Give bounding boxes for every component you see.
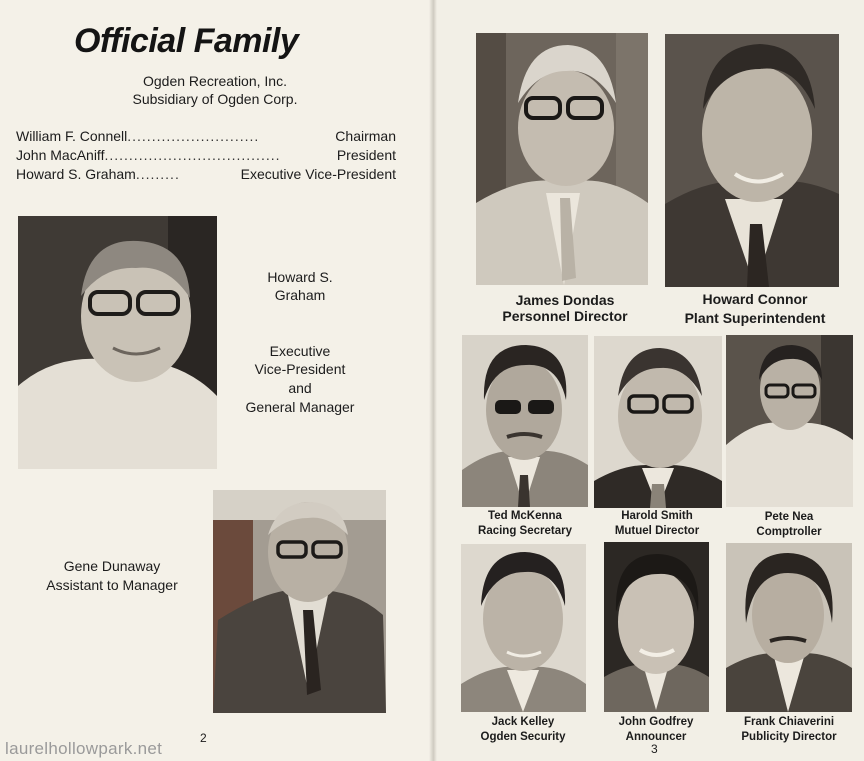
graham-name-line2: Graham [274, 287, 326, 303]
portrait-photo-icon [18, 216, 217, 469]
page-title: Official Family [74, 22, 299, 60]
leader-dots: ........................... [127, 128, 260, 144]
chiaverini-title: Publicity Director [741, 731, 837, 743]
chiaverini-photo [726, 543, 852, 712]
connor-photo [665, 34, 839, 287]
nea-title: Comptroller [756, 526, 822, 538]
godfrey-photo [604, 542, 709, 712]
portrait-photo-icon [461, 544, 586, 712]
mckenna-photo [462, 335, 588, 507]
graham-title-line2: Vice-President [254, 361, 346, 377]
company-subsidiary: Subsidiary of Ogden Corp. [132, 91, 298, 107]
leader-dots: .................................... [104, 147, 281, 163]
portrait-photo-icon [594, 336, 722, 508]
graham-title-line3: and [288, 380, 312, 396]
leader-dots: ......... [135, 166, 180, 182]
graham-title-line1: Executive [269, 343, 331, 359]
chiaverini-name: Frank Chiaverini [743, 716, 835, 728]
page-number-left: 2 [200, 731, 207, 745]
dondas-name: James Dondas [515, 292, 615, 308]
book-gutter [429, 0, 437, 761]
kelley-title: Ogden Security [480, 731, 566, 743]
officer-role: Chairman [335, 128, 396, 144]
portrait-photo-icon [726, 335, 853, 507]
smith-title: Mutuel Director [614, 525, 700, 537]
portrait-photo-icon [604, 542, 709, 712]
kelley-photo [461, 544, 586, 712]
dondas-title: Personnel Director [502, 308, 628, 324]
officer-row [16, 165, 396, 183]
kelley-name: Jack Kelley [491, 716, 555, 728]
portrait-photo-icon [665, 34, 839, 287]
graham-name-line1: Howard S. [267, 269, 333, 285]
site-watermark: laurelhollowpark.net [5, 739, 163, 758]
graham-title-line4: General Manager [245, 399, 355, 415]
page-number-right: 3 [651, 742, 658, 756]
dunaway-photo [213, 490, 386, 713]
officer-name: John MacAniff [16, 147, 105, 163]
godfrey-name: John Godfrey [618, 716, 694, 728]
nea-photo [726, 335, 853, 507]
officer-row [16, 127, 396, 145]
godfrey-title: Announcer [625, 731, 687, 743]
dondas-photo [476, 33, 648, 285]
portrait-photo-icon [213, 490, 386, 713]
mckenna-name: Ted McKenna [488, 510, 562, 522]
nea-name: Pete Nea [764, 511, 814, 523]
connor-title: Plant Superintendent [684, 310, 826, 326]
mckenna-title: Racing Secretary [478, 525, 572, 537]
officer-name: William F. Connell [16, 128, 128, 144]
smith-photo [594, 336, 722, 508]
officer-role: Executive Vice-President [240, 166, 396, 182]
officer-name: Howard S. Graham [16, 166, 136, 182]
portrait-photo-icon [476, 33, 648, 285]
graham-photo [18, 216, 217, 469]
officer-row [16, 146, 396, 164]
officer-role: President [336, 147, 396, 163]
smith-name: Harold Smith [621, 510, 693, 522]
dunaway-title: Assistant to Manager [46, 577, 178, 593]
connor-name: Howard Connor [702, 291, 808, 307]
portrait-photo-icon [726, 543, 852, 712]
company-name: Ogden Recreation, Inc. [143, 73, 287, 89]
dunaway-name: Gene Dunaway [63, 558, 161, 574]
portrait-photo-icon [462, 335, 588, 507]
